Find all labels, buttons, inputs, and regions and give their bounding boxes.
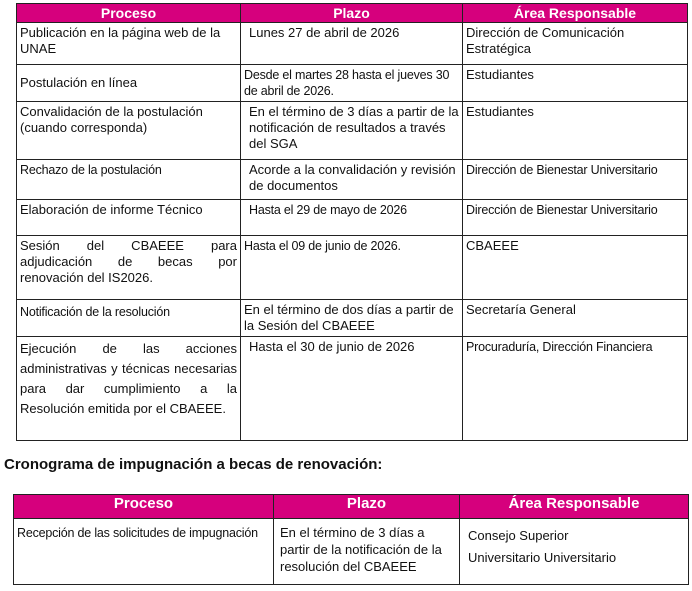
cell-proceso: Recepción de las solicitudes de impugnación	[14, 519, 274, 585]
header-area: Área Responsable	[463, 4, 688, 23]
cell-proceso: Ejecución de las acciones administrativas y técnicas necesarias para dar cumplimiento a la Resolución emitida por el CBAEEE.	[17, 337, 241, 441]
cell-proceso: Sesión del CBAEEE para adjudicación de becas por renovación del IS2026.	[17, 236, 241, 300]
cell-proceso: Postulación en línea	[17, 65, 241, 102]
schedule-table	[16, 3, 688, 441]
cell-area: Dirección de Bienestar Universitario	[463, 200, 688, 236]
cell-plazo: Acorde a la convalidación y revisión de documentos	[241, 160, 463, 200]
cell-area: Dirección de Comunicación Estratégica	[463, 23, 688, 65]
table-row	[17, 102, 688, 160]
table-row	[17, 236, 688, 300]
header-proceso: Proceso	[14, 495, 274, 519]
table-header-row	[14, 495, 689, 519]
cell-proceso: Elaboración de informe Técnico	[17, 200, 241, 236]
header-plazo: Plazo	[241, 4, 463, 23]
section-title: Cronograma de impugnación a becas de renovación:	[4, 456, 383, 473]
table-header-row	[17, 4, 688, 23]
cell-plazo: En el término de 3 días a partir de la notificación de la resolución del CBAEEE	[274, 519, 460, 585]
header-proceso: Proceso	[17, 4, 241, 23]
table-row	[17, 200, 688, 236]
cell-plazo: Desde el martes 28 hasta el jueves 30 de abril de 2026.	[241, 65, 463, 102]
cell-proceso: Notificación de la resolución	[17, 300, 241, 337]
header-area: Área Responsable	[460, 495, 689, 519]
table-row	[17, 65, 688, 102]
cell-proceso: Rechazo de la postulación	[17, 160, 241, 200]
cell-area: Estudiantes	[463, 102, 688, 160]
table-row	[14, 519, 689, 585]
table-row	[17, 160, 688, 200]
cell-area: Secretaría General	[463, 300, 688, 337]
cell-area: Procuraduría, Dirección Financiera	[463, 337, 688, 441]
cell-area: Dirección de Bienestar Universitario	[463, 160, 688, 200]
cell-plazo: Hasta el 29 de mayo de 2026	[241, 200, 463, 236]
header-plazo: Plazo	[274, 495, 460, 519]
cell-plazo: En el término de dos días a partir de la Sesión del CBAEEE	[241, 300, 463, 337]
cell-plazo: Lunes 27 de abril de 2026	[241, 23, 463, 65]
cell-area: CBAEEE	[463, 236, 688, 300]
cell-plazo: Hasta el 30 de junio de 2026	[241, 337, 463, 441]
table-row	[17, 300, 688, 337]
table-row	[17, 337, 688, 441]
table-row	[17, 23, 688, 65]
cell-plazo: En el término de 3 días a partir de la notificación de resultados a través del SGA	[241, 102, 463, 160]
cell-plazo: Hasta el 09 de junio de 2026.	[241, 236, 463, 300]
cell-proceso: Publicación en la página web de la UNAE	[17, 23, 241, 65]
impugnation-table	[13, 494, 689, 585]
cell-area: Estudiantes	[463, 65, 688, 102]
cell-proceso: Convalidación de la postulación (cuando corresponda)	[17, 102, 241, 160]
cell-area: Consejo Superior Universitario Universitario	[460, 519, 689, 585]
